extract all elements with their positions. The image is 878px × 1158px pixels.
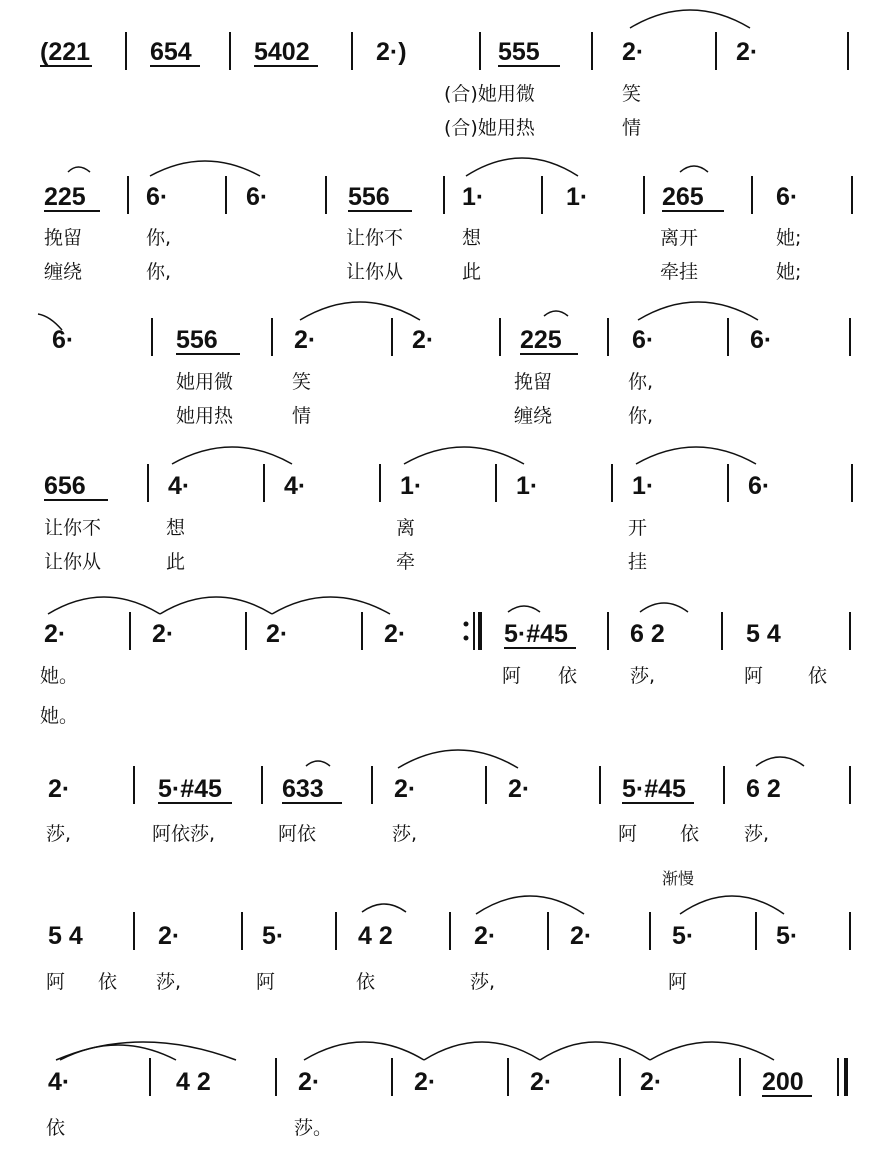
note-group: 2·	[414, 1068, 437, 1096]
note-group: 555	[498, 38, 540, 66]
note-group: 5·	[776, 922, 799, 950]
note-group: 2·	[298, 1068, 321, 1096]
lyric-text: 阿	[668, 971, 688, 993]
note-group: 2·	[474, 922, 497, 950]
tie-arc	[304, 1042, 424, 1060]
note-group: 5·	[262, 922, 285, 950]
slur-arc	[680, 166, 708, 172]
tie-arc	[424, 1042, 540, 1060]
tempo-marking: 渐慢	[662, 869, 695, 888]
lyric-text: 莎,	[46, 823, 72, 845]
note-group: 4·	[48, 1068, 71, 1096]
note-group: 1·	[462, 183, 485, 211]
note-group: 6·	[246, 183, 269, 211]
lyric-text: 挽留	[44, 227, 83, 249]
lyric-text: 情	[292, 405, 312, 427]
slur-arc	[756, 757, 804, 766]
lyric-text: 想	[166, 517, 186, 539]
lyric-text: 她;	[776, 261, 802, 283]
lyric-text: 你,	[146, 261, 172, 283]
tie-arc	[540, 1042, 650, 1060]
note-group: 656	[44, 472, 86, 500]
lyric-text: (合)她用微	[444, 83, 535, 105]
slur-arc	[68, 167, 90, 172]
note-group: 4 2	[358, 922, 393, 950]
note-group: 1·	[632, 472, 655, 500]
lyric-text: 阿	[618, 823, 638, 845]
note-group: 6·	[776, 183, 799, 211]
note-group: 2·	[44, 620, 67, 648]
lyric-text: 莎,	[470, 971, 496, 993]
note-group: 4·	[284, 472, 307, 500]
lyric-text: 她。	[40, 705, 79, 727]
tie-arc	[650, 1042, 774, 1060]
lyric-text: 依	[356, 971, 376, 993]
note-group: 2·	[48, 775, 71, 803]
note-group: 556	[348, 183, 390, 211]
note-group: 4 2	[176, 1068, 211, 1096]
note-group: (221	[40, 38, 91, 66]
lyric-text: 此	[166, 551, 186, 573]
repeat-dot	[464, 636, 469, 641]
system-1	[40, 10, 848, 139]
lyric-text: 离开	[660, 227, 699, 249]
lyric-text: 开	[628, 517, 648, 539]
note-group: 6·	[748, 472, 771, 500]
note-group: 200	[762, 1068, 804, 1096]
note-group: 6·	[750, 326, 773, 354]
lyric-text: 她;	[776, 227, 802, 249]
system-5	[40, 597, 850, 727]
lyric-text: 她用热	[176, 405, 234, 427]
note-group: 2·	[736, 38, 759, 66]
note-group: 2·	[508, 775, 531, 803]
note-group: 5·	[672, 922, 695, 950]
lyric-text: 莎。	[294, 1117, 333, 1139]
note-group: 6 2	[746, 775, 781, 803]
system-6	[46, 750, 850, 845]
lyric-text: 让你从	[44, 551, 102, 573]
lyric-text: 挂	[628, 551, 648, 573]
note-group: 6·	[52, 326, 75, 354]
lyric-text: 让你从	[346, 261, 404, 283]
lyric-text: 挽留	[514, 371, 553, 393]
tie-arc	[466, 158, 578, 176]
lyric-text: 依	[808, 665, 828, 687]
note-group: 6 2	[630, 620, 665, 648]
note-group: 5 4	[48, 922, 83, 950]
lyric-text: 此	[462, 261, 482, 283]
note-group: 225	[520, 326, 562, 354]
note-group: 2·	[570, 922, 593, 950]
lyric-text: 她。	[40, 665, 79, 687]
note-group: 5 4	[746, 620, 781, 648]
tie-arc	[172, 447, 292, 464]
note-group: 2·	[412, 326, 435, 354]
tie-arc	[300, 302, 420, 320]
lyric-text: 莎,	[156, 971, 182, 993]
lyric-text: 你,	[628, 405, 654, 427]
note-group: 2·	[384, 620, 407, 648]
lyric-text: 阿	[46, 971, 66, 993]
lyric-text: 你,	[628, 371, 654, 393]
slur-arc	[544, 311, 568, 316]
lyric-text: 依	[680, 823, 700, 845]
tie-arc	[150, 161, 260, 176]
note-group: 4·	[168, 472, 191, 500]
note-group: 5·#45	[158, 775, 222, 803]
note-group: 265	[662, 183, 704, 211]
lyric-text: 情	[622, 117, 642, 139]
lyric-text: 她用微	[176, 371, 234, 393]
lyric-text: 莎,	[630, 665, 656, 687]
note-group: 2·	[622, 38, 645, 66]
lyric-text: 阿依	[278, 823, 317, 845]
lyric-text: 莎,	[744, 823, 770, 845]
note-group: 556	[176, 326, 218, 354]
tie-arc	[404, 447, 524, 464]
system-8	[46, 1042, 846, 1139]
slur-arc	[362, 904, 406, 912]
lyric-text: 你,	[146, 227, 172, 249]
tie-arc	[636, 447, 756, 464]
lyric-text: 笑	[622, 83, 642, 105]
lyric-text: 让你不	[346, 227, 404, 249]
slur-arc	[508, 606, 540, 612]
system-4	[44, 447, 852, 573]
lyric-text: 阿依莎,	[152, 823, 216, 845]
note-group: 654	[150, 38, 192, 66]
tie-arc	[630, 10, 750, 28]
note-group: 5·#45	[504, 620, 568, 648]
lyric-text: 莎,	[392, 823, 418, 845]
system-2	[44, 158, 852, 283]
note-group: 2·	[394, 775, 417, 803]
slur-arc	[640, 603, 688, 612]
note-group: 2·	[152, 620, 175, 648]
tie-arc	[476, 896, 584, 914]
note-group: 2·	[294, 326, 317, 354]
note-group: 2·	[158, 922, 181, 950]
tie-arc	[272, 597, 390, 614]
tie-arc	[60, 1045, 176, 1060]
lyric-text: 离	[396, 517, 416, 539]
lyric-text: 阿	[256, 971, 276, 993]
lyric-text: 想	[462, 227, 482, 249]
note-group: 2·)	[376, 38, 407, 66]
tie-arc	[680, 896, 784, 914]
system-3	[38, 302, 850, 427]
system-7	[46, 869, 850, 993]
note-group: 1·	[516, 472, 539, 500]
lyric-text: 笑	[292, 371, 312, 393]
lyric-text: 缠绕	[514, 405, 553, 427]
lyric-text: 缠绕	[44, 261, 83, 283]
lyric-text: 依	[46, 1117, 66, 1139]
note-group: 1·	[400, 472, 423, 500]
tie-arc	[160, 597, 272, 614]
lyric-text: 阿	[744, 665, 764, 687]
repeat-dot	[464, 622, 469, 627]
lyric-text: 依	[558, 665, 578, 687]
lyric-text: 牵挂	[660, 261, 699, 283]
note-group: 5·#45	[622, 775, 686, 803]
note-group: 2·	[530, 1068, 553, 1096]
note-group: 225	[44, 183, 86, 211]
tie-arc	[398, 750, 518, 768]
note-group: 1·	[566, 183, 589, 211]
note-group: 633	[282, 775, 324, 803]
lyric-text: (合)她用热	[444, 117, 535, 139]
note-group: 6·	[632, 326, 655, 354]
slur-arc	[306, 761, 330, 766]
note-group: 6·	[146, 183, 169, 211]
tie-arc	[638, 302, 758, 320]
lyric-text: 阿	[502, 665, 522, 687]
note-group: 2·	[266, 620, 289, 648]
lyric-text: 让你不	[44, 517, 102, 539]
lyric-text: 牵	[396, 551, 416, 573]
tie-arc	[48, 597, 160, 614]
lyric-text: 依	[98, 971, 118, 993]
note-group: 2·	[640, 1068, 663, 1096]
note-group: 5402	[254, 38, 310, 66]
